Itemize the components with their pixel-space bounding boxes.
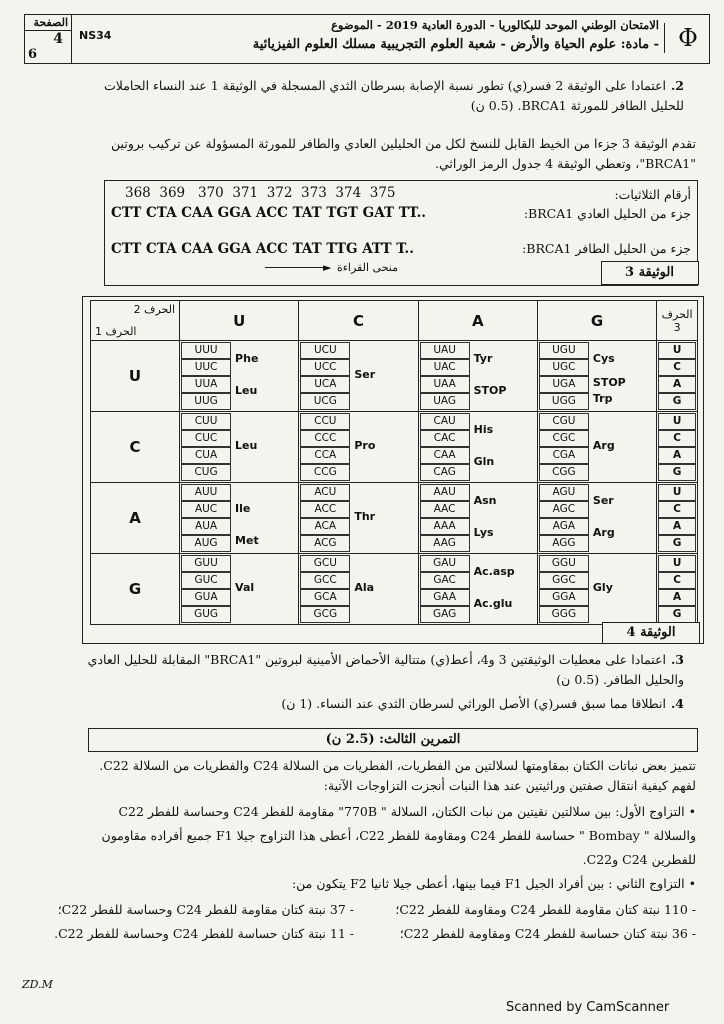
triplet-numbers: 368 369 370 371 372 373 374 375 — [125, 185, 396, 201]
document-3 — [104, 180, 698, 286]
codon-cell — [418, 483, 537, 554]
codon: AAC — [420, 501, 470, 518]
codon: AGA — [539, 518, 589, 535]
codon: UCC — [300, 359, 350, 376]
second-letter-label: الحرف 2 — [133, 303, 176, 316]
codon-cell — [180, 412, 299, 483]
codon: GCG — [300, 606, 350, 623]
codon: UCG — [300, 393, 350, 410]
ex3-para-1: تتميز بعض نباتات الكتان بمقاومتها لسلالتين من الفطريات، الفطريات من السلالة C24 والفطريات من السلالة C22. — [99, 758, 696, 773]
reading-arrow — [265, 267, 329, 268]
mutant-allele-label: جزء من الحليل الطافر BRCA1: — [522, 241, 691, 256]
amino-acid: Phe — [235, 351, 259, 365]
codon: AUG — [181, 535, 231, 552]
handwritten-initials: ZD.M — [22, 978, 53, 991]
header-line-2: - مادة: علوم الحياة والأرض - شعبة العلوم التجريبية مسلك العلوم الفيزيائية — [252, 37, 659, 52]
codon: CAC — [420, 430, 470, 447]
f2-result-2: - 37 نبتة كتان مقاومة للفطر C24 وحساسة للفطر C22؛ — [57, 902, 354, 917]
exercise-3-title: التمرين الثالث: (2.5 ن) — [88, 728, 698, 752]
third-letter: A — [658, 376, 696, 393]
third-letter: G — [658, 464, 696, 481]
intro-line-1: تقدم الوثيقة 3 جزءا من الخيط القابل للنسخ لكل من الحليلين العادي والطافر للمورثة المسؤولة عن تركيب بروتين — [111, 136, 696, 151]
amino-acid: Asn — [473, 493, 497, 507]
amino-acid: Arg — [592, 525, 615, 539]
codon: GUA — [181, 589, 231, 606]
q2-number: 2. — [670, 78, 684, 93]
codon: CGC — [539, 430, 589, 447]
amino-acid: Val — [235, 580, 255, 594]
q4-number: 4. — [670, 696, 684, 711]
table-corner — [91, 301, 180, 341]
codon: GCA — [300, 589, 350, 606]
codon-cell — [418, 554, 537, 625]
codon-cell — [299, 554, 418, 625]
codon: GUC — [181, 572, 231, 589]
col-header: C — [299, 301, 418, 341]
amino-acid: Trp — [592, 391, 613, 405]
f2-result-4: - 11 نبتة كتان حساسة للفطر C24 وحساسة للفطر C22. — [54, 926, 354, 941]
scanner-watermark: Scanned by CamScanner — [506, 1000, 670, 1015]
doc3-title: الوثيقة 3 — [601, 261, 699, 285]
third-letter: C — [658, 572, 696, 589]
codon: AGC — [539, 501, 589, 518]
normal-allele-seq: CTT CTA CAA GGA ACC TAT TGT GAT TT.. — [111, 205, 426, 221]
page-label: الصفحة — [33, 16, 68, 29]
reading-direction: منحى القراءة — [337, 261, 399, 274]
cross1-line-2: والسلالة " Bombay " حساسة للفطر C24 ومقاومة للفطر C22، أعطى هذا التزاوج جيلا F1 جميع أفراده مقاومون — [101, 828, 696, 843]
codon: GUU — [181, 555, 231, 572]
codon: GCC — [300, 572, 350, 589]
intro-line-2: "BRCA1"، وتعطي الوثيقة 4 جدول الرمز الوراثي. — [434, 156, 696, 171]
amino-acid: His — [473, 422, 494, 436]
row-header: A — [91, 483, 180, 554]
codon: CCC — [300, 430, 350, 447]
codon: AAG — [420, 535, 470, 552]
codon: UCA — [300, 376, 350, 393]
third-letter: U — [658, 342, 696, 359]
row-header: U — [91, 341, 180, 412]
amino-acid: Lys — [473, 525, 494, 539]
header-line-1: الامتحان الوطني الموحد للبكالوريا - الدورة العادية 2019 - الموضوع — [331, 18, 659, 32]
third-letter: A — [658, 447, 696, 464]
third-letter: G — [658, 393, 696, 410]
codon: AAA — [420, 518, 470, 535]
q2-line-2: للحليل الطافر للمورثة BRCA1. (0.5 ن) — [470, 98, 684, 113]
codon-cell — [537, 341, 656, 412]
third-letter: G — [658, 606, 696, 623]
third-letter: G — [658, 535, 696, 552]
codon: CGU — [539, 413, 589, 430]
page-number-box — [25, 15, 72, 63]
codon-cell — [418, 341, 537, 412]
amino-acid: Leu — [235, 383, 258, 397]
codon: CAG — [420, 464, 470, 481]
codon-cell — [299, 341, 418, 412]
amino-acid: Cys — [592, 351, 615, 365]
genetic-code-table — [90, 300, 698, 625]
third-letter: U — [658, 555, 696, 572]
third-letter-cell — [657, 341, 698, 412]
amino-acid: STOP — [592, 375, 626, 389]
cross2-line: • التزاوج الثاني : بين أفراد الجيل F1 فيما بينها، أعطى جيلا ثانيا F2 يتكون من: — [291, 876, 696, 891]
codon: AUA — [181, 518, 231, 535]
cross1-line-3: للفطرين C24 وC22. — [582, 852, 696, 867]
f2-result-3: - 36 نبتة كتان حساسة للفطر C24 ومقاومة للفطر C22؛ — [399, 926, 696, 941]
codon: UCU — [300, 342, 350, 359]
amino-acid: Ser — [354, 367, 376, 381]
amino-acid: Thr — [354, 509, 376, 523]
page-number: 4 — [53, 31, 63, 47]
codon: GAU — [420, 555, 470, 572]
third-letter-label: الحرف 3 — [657, 301, 698, 341]
codon: GUG — [181, 606, 231, 623]
codon: CUU — [181, 413, 231, 430]
row-header: C — [91, 412, 180, 483]
col-header: G — [537, 301, 656, 341]
codon: CCU — [300, 413, 350, 430]
codon: UGA — [539, 376, 589, 393]
codon: UGU — [539, 342, 589, 359]
third-letter: U — [658, 484, 696, 501]
amino-acid: Leu — [235, 438, 258, 452]
first-letter-label: الحرف 1 — [95, 325, 137, 338]
codon: UAG — [420, 393, 470, 410]
codon: UUC — [181, 359, 231, 376]
codon: CGG — [539, 464, 589, 481]
cross1-line-1: • التزاوج الأول: بين سلالتين نقيتين من نبات الكتان، السلالة " 770B" مقاومة للفطر C24 وحساسة للفطر C22 — [118, 804, 696, 819]
codon-cell — [537, 554, 656, 625]
q4-line: انطلاقا مما سبق فسر(ي) الأصل الوراثي لسرطان الثدي عند النساء. (1 ن) — [281, 696, 666, 711]
third-letter: A — [658, 518, 696, 535]
codon: CUA — [181, 447, 231, 464]
amino-acid: Ile — [235, 501, 251, 515]
q3-number: 3. — [670, 652, 684, 667]
codon: UGG — [539, 393, 589, 410]
third-letter-cell — [657, 412, 698, 483]
amino-acid: Pro — [354, 438, 376, 452]
codon: AGU — [539, 484, 589, 501]
amino-acid: Gly — [592, 580, 613, 594]
amino-acid: Ser — [592, 493, 614, 507]
codon-cell — [180, 483, 299, 554]
ex3-para-2: لفهم كيفية انتقال صفتين وراثيتين عند هذا النبات أنجزت التزاوجات الآتية: — [323, 778, 696, 793]
codon: CCG — [300, 464, 350, 481]
codon: UAC — [420, 359, 470, 376]
codon: UAA — [420, 376, 470, 393]
codon: GGC — [539, 572, 589, 589]
codon: GAG — [420, 606, 470, 623]
third-letter-cell — [657, 483, 698, 554]
third-letter-cell — [657, 554, 698, 625]
codon: CGA — [539, 447, 589, 464]
codon: UGC — [539, 359, 589, 376]
third-letter: A — [658, 589, 696, 606]
third-letter: C — [658, 359, 696, 376]
codon: AUU — [181, 484, 231, 501]
amino-acid: Ac.glu — [473, 596, 513, 610]
amino-acid: Ac.asp — [473, 564, 515, 578]
codon: GAA — [420, 589, 470, 606]
exam-code: NS34 — [79, 29, 112, 42]
q3-line-1: اعتمادا على معطيات الوثيقتين 3 و4، أعط(ي) متتالية الأحماض الأمينية لبروتين "BRCA1" المقابلة للحليل العادي — [87, 652, 666, 667]
codon-cell — [299, 483, 418, 554]
amino-acid: Arg — [592, 438, 615, 452]
codon: ACG — [300, 535, 350, 552]
codon: CAA — [420, 447, 470, 464]
codon: AGG — [539, 535, 589, 552]
codon-cell — [537, 412, 656, 483]
codon: UAU — [420, 342, 470, 359]
triplet-label: أرقام الثلاثيات: — [614, 187, 691, 202]
codon: ACA — [300, 518, 350, 535]
codon: AAU — [420, 484, 470, 501]
codon-cell — [418, 412, 537, 483]
col-header: U — [180, 301, 299, 341]
amino-acid: Gln — [473, 454, 495, 468]
arrow-head: ► — [323, 261, 332, 274]
page-total: 6 — [28, 47, 38, 62]
row-header: G — [91, 554, 180, 625]
codon: ACC — [300, 501, 350, 518]
codon-cell — [537, 483, 656, 554]
third-letter: U — [658, 413, 696, 430]
codon: GCU — [300, 555, 350, 572]
codon-cell — [180, 554, 299, 625]
codon-cell — [299, 412, 418, 483]
doc4-title: الوثيقة 4 — [602, 622, 700, 644]
normal-allele-label: جزء من الحليل العادي BRCA1: — [523, 206, 691, 221]
f2-result-1: - 110 نبتة كتان مقاومة للفطر C24 ومقاومة للفطر C22؛ — [395, 902, 696, 917]
codon: UUA — [181, 376, 231, 393]
mutant-allele-seq: CTT CTA CAA GGA ACC TAT TTG ATT T.. — [111, 241, 414, 257]
codon: UUU — [181, 342, 231, 359]
codon-cell — [180, 341, 299, 412]
q3-line-2: والحليل الطافر. (0.5 ن) — [556, 672, 684, 687]
col-header: A — [418, 301, 537, 341]
codon: CAU — [420, 413, 470, 430]
amino-acid: Met — [235, 533, 259, 547]
codon: CCA — [300, 447, 350, 464]
codon: GGA — [539, 589, 589, 606]
exam-header — [24, 14, 710, 64]
exam-logo: Φ — [664, 23, 703, 53]
codon: GAC — [420, 572, 470, 589]
codon: CUC — [181, 430, 231, 447]
amino-acid: Tyr — [473, 351, 493, 365]
amino-acid: Ala — [354, 580, 375, 594]
third-letter: C — [658, 430, 696, 447]
codon: GGG — [539, 606, 589, 623]
amino-acid: STOP — [473, 383, 507, 397]
codon: GGU — [539, 555, 589, 572]
codon: UUG — [181, 393, 231, 410]
codon: ACU — [300, 484, 350, 501]
codon: AUC — [181, 501, 231, 518]
third-letter: C — [658, 501, 696, 518]
codon: CUG — [181, 464, 231, 481]
q2-line-1: اعتمادا على الوثيقة 2 فسر(ي) تطور نسبة الإصابة بسرطان الثدي المسجلة في الوثيقة 1 عند النساء الحاملات — [104, 78, 666, 93]
